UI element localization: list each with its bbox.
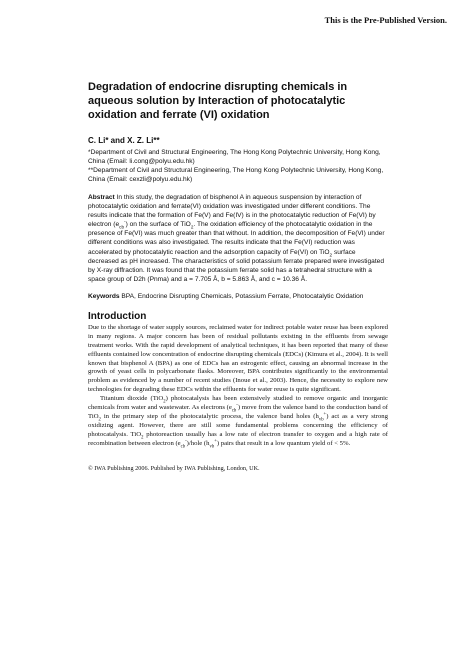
pre-published-banner: This is the Pre-Published Version. <box>324 15 447 25</box>
intro-paragraph-1: Due to the shortage of water supply sources, reclaimed water for indirect potable water reuse has been explored in many regions. A major concern has been of residual pollutants existing in the effluents from sewage treatment works. With the rapid development of analytical techniques, it has been reported that many of these effluents contained low concentration of endocrine disrupting chemicals (EDCs) (Kimura et al., 2004). It is well known that bisphenol A (BPA) as one of EDCs has an estrogenic effect, causing an abnormal increase in the growth of yeast cells in polycarbonate flasks. Moreover, BPA contributes significantly to the environmental problem as evidenced by a number of recent studies (Inoue et al., 2003). Hence, the necessity to explore new technologies for degrading these EDCs within the effluents for water reuse is quite significant. <box>88 323 388 394</box>
intro-paragraph-2: Titanium dioxide (TiO$_2$) photocatalysis has been extensively studied to remove organic and inorganic chemicals from water and wastewater. As electrons $(e_{cb}^-)$ move from the valence band to the conduction band of TiO$_2$ in the primary step of the photocatalytic process, the valence band holes $(h_{vb}^+)$ act as a very strong oxidizing agent. However, there are still some fundamental problems concerning the efficiency of photocatalysis. TiO$_2$ photoreaction usually has a low rate of electron transfer to oxygen and a high rate of recombination between electron $(e_{cb}^-)$/hole $(h_{vb}^+)$ pairs that result in a low quantum yield of < 5%. <box>88 395 388 450</box>
copyright-footer: © IWA Publishing 2006. Published by IWA Publishing, London, UK. <box>88 464 260 472</box>
keywords-text: BPA, Endocrine Disrupting Chemicals, Potassium Ferrate, Photocatalytic Oxidation <box>119 292 364 300</box>
author-line: C. Li* and X. Z. Li** <box>88 136 160 145</box>
abstract-label: Abstract <box>88 194 115 201</box>
paper-title: Degradation of endocrine disrupting chemicals in aqueous solution by Interaction of photocatalytic oxidation and ferrate (VI) oxidation <box>88 81 348 121</box>
abstract: Abstract In this study, the degradation of bisphenol A in aqueous suspension by interaction of photocatalytic oxidation and ferrate(VI) oxidation was investigated under different conditions. The results indicate that the formation of Fe(V) and Fe(IV) is in the photocatalytic reduction of Fe(VI) by electron $(e_{cb}^-)$ on the surface of TiO$_2$. The oxidation efficiency of the photocatalytic oxidation in the presence of Fe(VI) was much greater than that without. In addition, the decomposition of Fe(VI) under different conditions was also investigated. The results indicate that the Fe(VI) reduction was accelerated by photocatalytic reaction and the adsorption capacity of Fe(VI) on TiO$_2$ surface decreased as pH increased. The characteristics of solid potassium ferrate prepared were investigated by X-ray diffraction. It was found that the potassium ferrate solid has a tetrahedral structure with a space group of D2h (Pnma) and a = 7.705 Å, b = 5.863 Å, and c = 10.36 Å. <box>88 194 385 283</box>
paper-body <box>88 80 388 472</box>
affiliation-1: *Department of Civil and Structural Engineering, The Hong Kong Polytechnic University, Hong Kong, China (Email: li.cong@polyu.edu.hk) <box>88 149 381 165</box>
keywords <box>88 292 388 301</box>
affiliation-2: **Department of Civil and Structural Engineering, The Hong Kong Polytechnic University, Hong Kong, China (Email: cexzli@polyu.edu.hk) <box>88 167 384 183</box>
section-heading-introduction: Introduction <box>88 310 147 322</box>
keywords-label: Keywords <box>88 292 120 300</box>
